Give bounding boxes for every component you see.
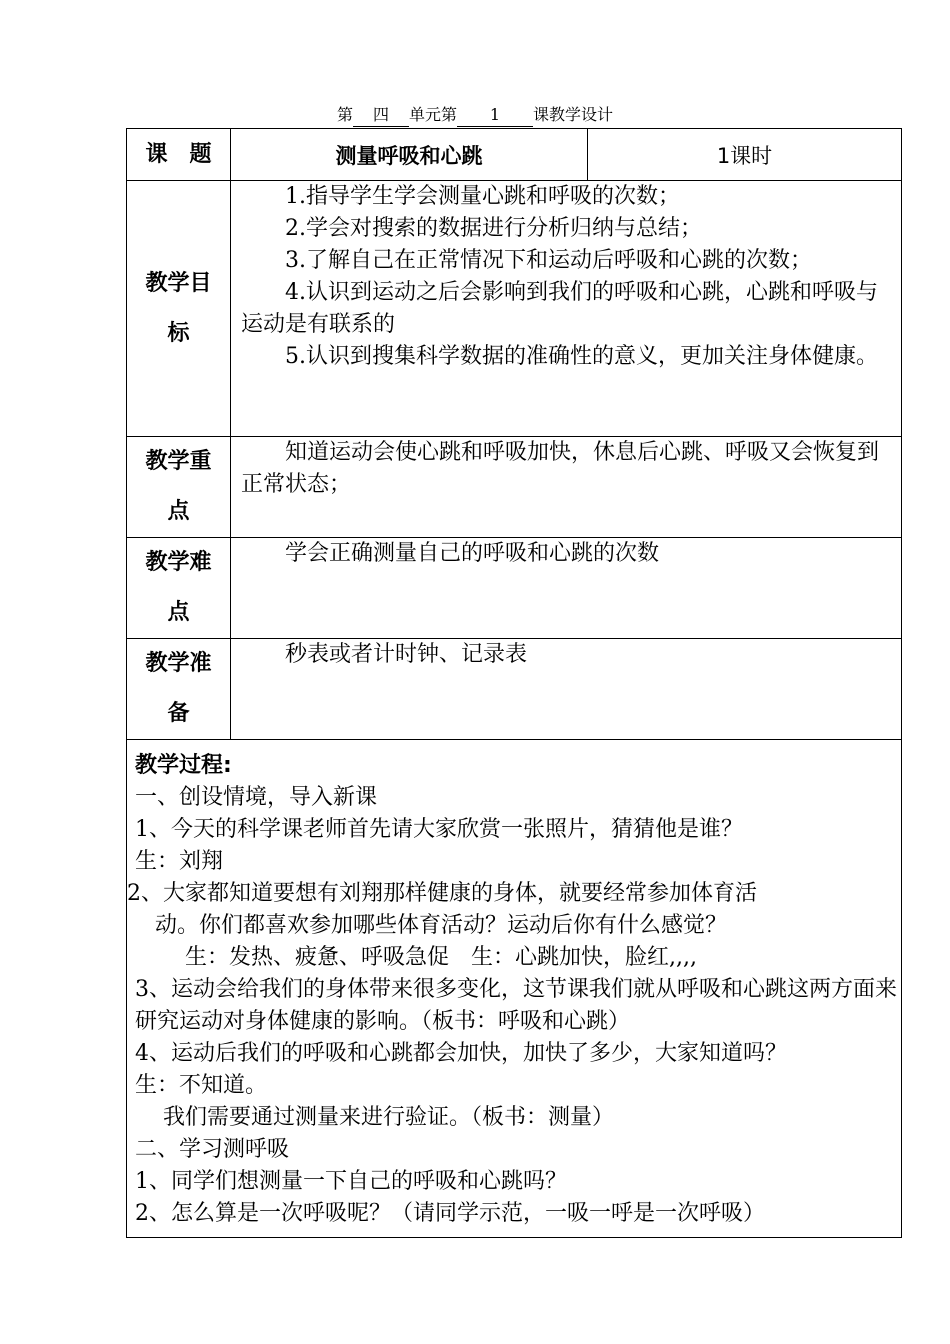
lesson-number: 1	[457, 104, 533, 127]
goal-item: 2.学会对搜索的数据进行分析归纳与总结；	[285, 216, 702, 241]
key-points-content	[231, 437, 902, 538]
key-label-line-1: 教学重	[145, 449, 212, 474]
goals-row	[127, 181, 902, 437]
goals-label	[127, 181, 231, 437]
process-line: 2、怎么算是一次呼吸呢？（请同学示范，一吸一呼是一次呼吸）	[135, 1201, 765, 1226]
process-line: 二、学习测呼吸	[135, 1137, 290, 1162]
process-row	[127, 740, 902, 1238]
goal-item: 5.认识到搜集科学数据的准确性的意义，更加关注身体健康。	[285, 344, 878, 369]
process-line: 2、大家都知道要想有刘翔那样健康的身体，就要经常参加体育活	[127, 881, 757, 906]
difficult-points-text: 学会正确测量自己的呼吸和心跳的次数	[285, 541, 660, 566]
process-line: 动。你们都喜欢参加哪些体育活动？运动后你有什么感觉？	[155, 913, 728, 938]
difficult-label-line-1: 教学难	[145, 550, 212, 575]
header-prefix: 第	[336, 105, 353, 124]
process-line: 1、今天的科学课老师首先请大家欣赏一张照片，猜猜他是谁？	[135, 817, 743, 842]
goal-item: 1.指导学生学会测量心跳和呼吸的次数；	[285, 184, 680, 209]
header-suffix: 课教学设计	[533, 105, 614, 124]
preparation-text: 秒表或者计时钟、记录表	[285, 642, 528, 667]
goals-label-line-2: 标	[167, 320, 190, 346]
goals-content	[231, 181, 902, 437]
lesson-topic: 测量呼吸和心跳	[231, 129, 588, 181]
preparation-row	[127, 639, 902, 740]
lesson-periods: 1课时	[588, 129, 902, 181]
key-label-line-2: 点	[167, 499, 190, 524]
key-points-row	[127, 437, 902, 538]
process-line: 一、创设情境，导入新课	[135, 785, 378, 810]
process-line: 生：发热、疲惫、呼吸急促 生：心跳加快，脸红,,,,	[185, 945, 697, 970]
process-line: 3、运动会给我们的身体带来很多变化，这节课我们就从呼吸和心跳这两方面来研究运动对身体健康的影响。（板书：呼吸和心跳）	[135, 977, 897, 1034]
prep-label-line-1: 教学准	[145, 651, 212, 676]
goals-label-line-1: 教学目	[145, 270, 212, 296]
topic-row	[127, 129, 902, 181]
difficult-points-content	[231, 538, 902, 639]
key-points-label	[127, 437, 231, 538]
process-line: 1、同学们想测量一下自己的呼吸和心跳吗？	[135, 1169, 567, 1194]
preparation-label	[127, 639, 231, 740]
process-line: 生：不知道。	[135, 1073, 268, 1098]
goal-item: 3.了解自己在正常情况下和运动后呼吸和心跳的次数；	[285, 248, 812, 273]
difficult-label-line-2: 点	[167, 600, 190, 625]
difficult-points-label	[127, 538, 231, 639]
goal-item: 4.认识到运动之后会影响到我们的呼吸和心跳，心跳和呼吸与运动是有联系的	[241, 280, 878, 337]
key-points-text: 知道运动会使心跳和呼吸加快，休息后心跳、呼吸又会恢复到正常状态；	[241, 440, 880, 497]
topic-label: 课 题	[127, 129, 231, 181]
lesson-plan-table	[126, 128, 902, 1238]
teaching-process	[127, 740, 902, 1238]
process-line: 我们需要通过测量来进行验证。（板书：测量）	[163, 1105, 615, 1130]
header-middle: 单元第	[408, 105, 457, 124]
process-title: 教学过程:	[135, 753, 232, 778]
process-line: 生：刘翔	[135, 849, 224, 874]
process-line: 4、运动后我们的呼吸和心跳都会加快，加快了多少，大家知道吗？	[135, 1041, 787, 1066]
difficult-points-row	[127, 538, 902, 639]
document-header	[0, 104, 950, 127]
prep-label-line-2: 备	[167, 701, 190, 726]
unit-number: 四	[353, 104, 409, 127]
preparation-content	[231, 639, 902, 740]
